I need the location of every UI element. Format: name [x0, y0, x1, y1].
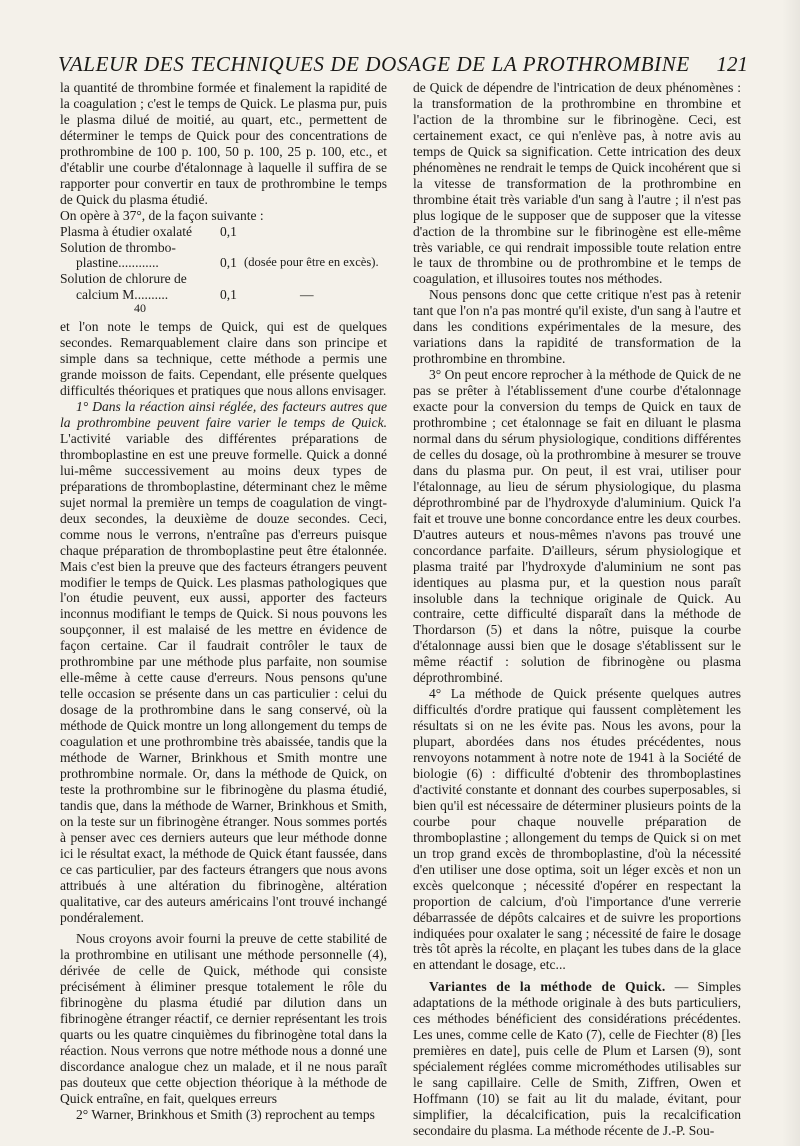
reagent-note: —	[300, 287, 314, 303]
reagent-row	[60, 271, 387, 287]
reagent-label: Solution de thrombo-	[60, 239, 176, 255]
reagent-row	[60, 255, 387, 271]
left-paragraph-2	[60, 399, 387, 925]
left-paragraph-1: et l'on note le temps de Quick, qui est de quelques secondes. Remarquablement claire dans son principe et simple dans sa technique, cette méthode a permis une grande moisson de faits. Cependant, elle présente quelques difficultés théoriques et pratiques que nous allons envisager.	[60, 319, 387, 399]
scan-edge-shadow	[782, 0, 800, 1146]
variantes-body: — Simples adaptations de la méthode originale à des buts particuliers, ces méthodes bénéficient des considérations précédentes. Les unes, comme celle de Kato (7), celle de Fiechter (8) [les premières en date], puis celle de Plum et Larsen (9), sont spécialement réglées comme microméthodes utilisables sur le sang capillaire. Celle de Smith, Ziffren, Owen et Hoffmann (10) se fait au lit du malade, évitant, pour simplifier, la décalcification, puis la recalcification secondaire du plasma. La méthode récente de J.-P. Sou-	[413, 979, 741, 1138]
left-intro-paragraph: la quantité de thrombine formée et finalement la rapidité de la coagulation ; c'est le temps de Quick. Le plasma pur, puis le plasma dilué de moitié, au quart, etc., permettent de déterminer le temps de Quick pour des concentrations de prothrombine de 100 p. 100, 50 p. 100, 25 p. 100, etc., et d'établir une courbe d'étalonnage à laquelle il suffira de se rapporter pour convertir en taux de prothrombine le temps de Quick du plasma étudié.	[60, 80, 387, 207]
reagent-list	[60, 224, 387, 320]
left-paragraph-3: Nous croyons avoir fourni la preuve de cette stabilité de la prothrombine en utilisant une méthode personnelle (4), dérivée de celle de Quick, méthode qui consiste précisément à éliminer presque totalement le rôle du fibrinogène du plasma étudié par dilution dans un fibrinogène étranger réactif, ce dernier représentant les trois quarts ou les quatre cinquièmes du fibrinogène total dans la réaction. Nous verrons que notre méthode nous a donné une discordance analogue chez un malade, et il ne nous paraît pas douteux que cette objection théorique à la méthode de Quick entraîne, en fait, quelques erreurs	[60, 931, 387, 1107]
section-heading-variantes: Variantes de la méthode de Quick.	[429, 979, 666, 995]
reagent-label: calcium M..........	[76, 287, 169, 303]
left-column	[60, 80, 387, 1123]
reagent-volume: 0,1	[220, 287, 237, 303]
procedure-intro: On opère à 37°, de la façon suivante :	[60, 207, 264, 223]
reagent-volume: 0,1	[220, 223, 237, 239]
running-title: VALEUR DES TECHNIQUES DE DOSAGE DE LA PROTHROMBINE	[58, 52, 690, 76]
right-paragraph-3: 3° On peut encore reprocher à la méthode de Quick de ne pas se prêter à l'établissement d'une courbe d'étalonnage exacte pour la conversion du temps de Quick en taux de prothrombine ; cet étalonnage se fait en diluant le plasma normal dans du sérum physiologique, conditions différentes de celles du dosage, où la prothrombine à mesurer se trouve dans du plasma pur. On peut, il est vrai, utiliser pour l'étalonnage, au lieu de sérum physiologique, du plasma déprothrombiné par de l'hydroxyde d'aluminium. Quick l'a fait et trouve une bonne concordance entre les deux courbes. D'autres auteurs et nous-mêmes n'avons pas trouvé une concordance parfaite. D'ailleurs, sérum physiologique et plasma traité par l'hydroxyde d'aluminium ne sont pas identiques au plasma pur, et la question nous paraît insoluble dans la technique originale de Quick. Au contraire, cette difficulté disparaît dans la méthode de Thordarson (5) et dans la nôtre, puisque la courbe d'étalonnage aussi bien que le dosage s'établissent sur le même réactif : solution de fibrinogène ou plasma déprothrombiné.	[413, 367, 741, 686]
reagent-row	[60, 224, 387, 240]
right-column	[413, 80, 741, 1139]
right-paragraph-5	[413, 979, 741, 1139]
molarity-denominator	[60, 303, 387, 319]
right-paragraph-1: de Quick de dépendre de l'intrication de deux phénomènes : la transformation de la prothrombine en thrombine et l'action de la thrombine sur le fibrinogène. Ceci, est certainement exact, ce qui n'enlève pas, à notre avis au temps de Quick sa signification. Cette intrication des deux phénomènes ne rendrait le temps de Quick incohérent que si la vitesse de transformation de la prothrombine en thrombine était très variable d'un sang à l'autre ; il n'est pas plus logique de le supposer que de supposer que la vitesse d'action de la thrombine sur le fibrinogène est elle-même très variable, ce qui rendrait impossible toute relation entre le taux de thrombine ou de prothrombine et le temps de coagulation, et illusoires toutes nos méthodes.	[413, 80, 741, 287]
point-1-lead: 1° Dans la réaction ainsi réglée, des facteurs autres que la prothrombine peuvent faire varier le temps de Quick.	[60, 399, 387, 430]
reagent-row	[60, 240, 387, 256]
page-number: 121	[716, 52, 748, 76]
reagent-label: Plasma à étudier oxalaté	[60, 223, 193, 239]
point-1-body: L'activité variable des différentes préparations de thromboplastine en est une preuve formelle. Quick a donné lui-même successivement au moins deux types de préparations de thromboplastine, déterminant chez le même sujet normal la première un temps de coagulation de vingt-deux secondes, la deuxième de douze secondes. Ceci, comme nous le verrons, n'entraîne pas d'erreurs puisque chaque préparation de thromboplastine peut être étalonnée. Mais c'est bien la preuve que des facteurs étrangers peuvent modifier le temps de Quick. Les plasmas pathologiques que l'on étudie peuvent, eux aussi, apporter des facteurs inconnus modifiant le temps de Quick. Si nous pouvons les soupçonner, il est malaisé de les mettre en évidence de façon certaine. Car il faudrait contrôler le taux de prothrombine par une méthode plus parfaite, non soumise elle-même à cette cause d'erreurs. Nous pensons qu'une telle occasion se présente dans un cas particulier : celui du dosage de la prothrombine dans le sang conservé, où la méthode de Quick montre un long allongement du temps de coagulation et une prothrombine très abaissée, tandis que la méthode de Warner, Brinkhous et Smith montre une prothrombine normale. Or, dans la méthode de Quick, on teste la prothrombine sur le fibrinogène du plasma étudié, tandis que, dans la méthode de Warner, Brinkhous et Smith, on la teste sur un fibrinogène étranger. Nous sommes portés à penser avec ces derniers auteurs que leur méthode donne ici le résultat exact, la méthode de Quick étant faussée, dans ce cas particulier, par des facteurs étrangers que nous avons attribués à une altération du fibrinogène, altération qualitative, car des auteurs américains l'ont trouvé inchangé pondéralement.	[60, 430, 387, 925]
right-paragraph-4: 4° La méthode de Quick présente quelques autres difficultés d'ordre pratique qui faussent complètement les résultats si on ne les évite pas. Nous les avons, pour la plupart, abordées dans nos études précédentes, nous renvoyons notamment à notre note de 1941 à la Société de biologie (6) : difficulté d'obtenir des thromboplastines d'activité constante et donnant des courbes superposables, si bien qu'il est nécessaire de déterminer plusieurs points de la courbe pour chaque nouvelle préparation de thromboplastine ; allongement du temps de Quick si on met un trop grand excès de thromboplastine, d'où la nécessité d'en utiliser une dose optima, soit un léger excès et non un excès quelconque ; nécessité d'opérer en respectant la proportion de calcium, d'où l'importance d'une verrerie débarrassée de dépôts calcaires et de suivre les proportions indiquées pour oxalater le sang ; nécessité de faire le dosage très tôt après la récolte, en plaçant les tubes dans de la glace en attendant le dosage, etc...	[413, 686, 741, 973]
reagent-label: Solution de chlorure de	[60, 271, 187, 287]
running-header	[58, 52, 748, 78]
reagent-row	[60, 287, 387, 303]
reagent-volume: 0,1	[220, 255, 237, 271]
reagent-label: plastine............	[76, 255, 159, 271]
fraction-denominator: 40	[134, 301, 146, 316]
left-paragraph-4: 2° Warner, Brinkhous et Smith (3) reprochent au temps	[76, 1106, 375, 1122]
reagent-note: (dosée pour être en excès).	[244, 255, 379, 270]
right-paragraph-2: Nous pensons donc que cette critique n'est pas à retenir tant que l'on n'a pas montré qu'il existe, d'un sang à l'autre et dans les conditions expérimentales de la mesure, des variations dans la rapidité de transformation de la prothrombine en thrombine.	[413, 287, 741, 367]
